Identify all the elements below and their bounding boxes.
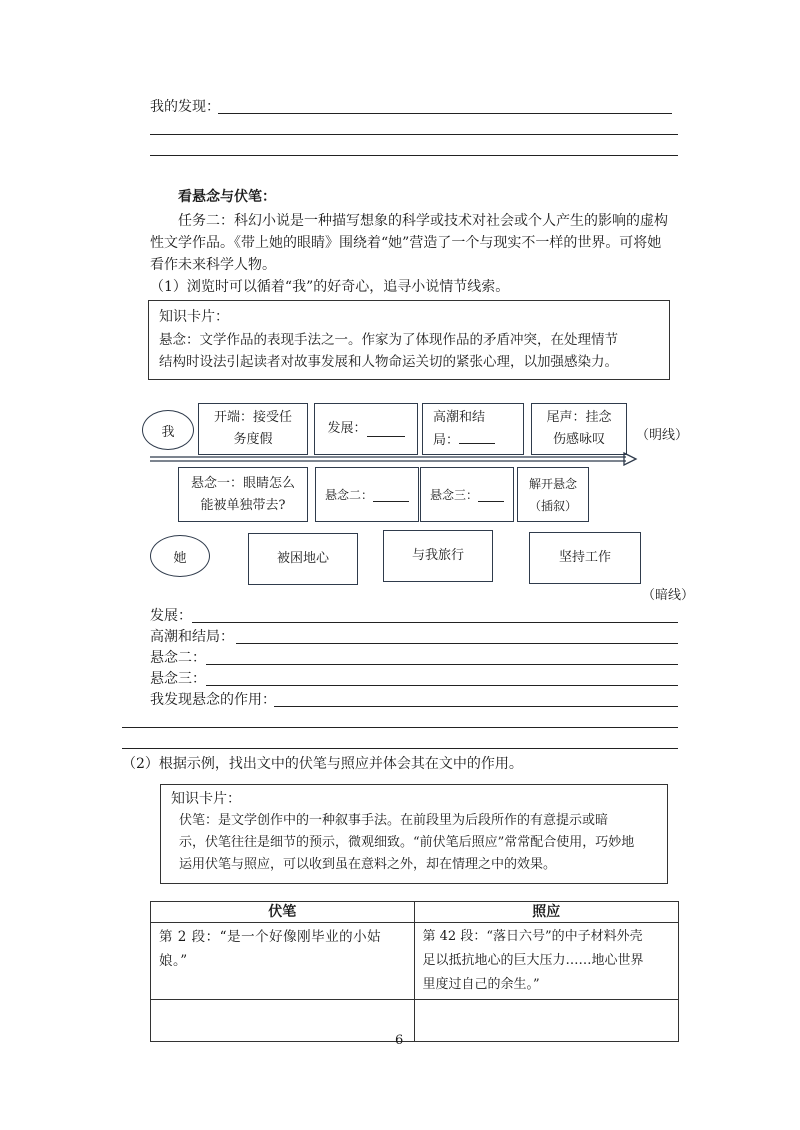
cell-text: 里度过自己的余生。” [422,977,540,992]
box-text: 务度假 [233,432,273,447]
answer-line [122,748,678,749]
table-header-echo: 照应 [414,902,678,923]
question-2: （2）根据示例，找出文中的伏笔与照应并体会其在文中的作用。 [122,756,523,772]
answer-line [206,685,678,686]
card-text-line: 悬念：文学作品的表现手法之一。作家为了体现作品的矛盾冲突，在处理情节 [159,332,618,348]
her-box-trapped [248,533,358,585]
knowledge-card-foreshadowing [160,784,668,884]
box-text: 被困地心 [276,551,329,566]
blank-line [459,429,495,444]
stage-ending-box [531,403,627,455]
table-row [151,1000,679,1042]
table-header-row [151,902,679,923]
cell-text: 足以抵抗地心的巨大压力……地心世界 [422,953,644,968]
timeline-arrow [148,452,638,466]
suspense-1-box [178,467,308,522]
box-text: 尾声：挂念 [546,410,612,425]
blank-line [373,487,409,502]
resolve-suspense-box [517,467,589,522]
stage-climax-box [422,403,524,455]
card-text-line: 示，伏笔往往是细节的预示，微观细致。“前伏笔后照应”常常配合使用，巧妙地 [179,835,635,850]
box-text: 开端：接受任 [213,410,292,425]
her-box-travel [383,530,493,582]
box-text: 能被单独带去? [200,497,286,513]
answer-line [192,622,678,623]
task-text-line: 看作未来科学人物。 [150,257,276,273]
table-cell [151,923,415,1000]
her-ellipse [150,535,210,577]
suspense-2-box [315,467,419,522]
table-row [151,923,679,1000]
dark-line-label: （暗线） [642,588,695,603]
card-title: 知识卡片： [171,791,241,807]
card-text-line: 结构时设法引起读者对故事发展和人物命运关切的紧张心理，以加强感染力。 [159,354,618,370]
box-text: 解开悬念 [528,476,577,491]
cell-text: 第 2 段：“是一个好像刚毕业的小姑 [159,929,382,945]
answer-line [150,134,678,135]
answer-line [122,727,678,728]
her-box-work [529,532,641,584]
foreshadowing-table [150,901,679,1042]
box-text: 悬念一：眼睛怎么 [190,475,295,491]
blank-line [478,487,504,502]
task-text-line: 性文学作品。《带上她的眼睛》围绕着“她”营造了一个与现实不一样的世界。可将她 [150,235,662,251]
bright-line-label: （明线） [636,428,689,443]
box-text: 高潮和结 [433,409,486,425]
box-text: 与我旅行 [411,548,464,563]
fill-label: 我发现悬念的作用： [150,692,276,708]
table-cell [414,923,678,1000]
box-text: 伤感咏叹 [552,432,605,447]
fill-label: 发展： [150,608,192,624]
answer-line [236,643,678,644]
table-cell-empty[interactable] [414,1000,678,1042]
card-title: 知识卡片： [159,309,229,325]
task-text-line: 任务二：科幻小说是一种描写想象的科学或技术对社会或个人产生的影响的虚构 [178,213,668,229]
card-text-line: 伏笔：是文学创作中的一种叙事手法。在前段里为后段所作的有意提示或暗 [179,813,609,828]
me-label: 我 [161,424,175,440]
answer-line [218,113,672,114]
table-cell-empty[interactable] [151,1000,415,1042]
cell-text: 第 42 段：“落日六号”的中子材料外壳 [422,929,643,944]
box-text: 悬念二： [324,487,373,502]
stage-beginning-box [198,403,308,455]
fill-label: 悬念二： [150,650,206,666]
section-heading: 看悬念与伏笔： [178,189,276,205]
answer-line [206,664,678,665]
cell-text: 娘。” [159,953,188,969]
fill-label: 高潮和结局： [150,629,234,645]
question-1: （1）浏览时可以循着“我”的好奇心，追寻小说情节线索。 [150,279,510,295]
discovery-label: 我的发现： [150,99,220,115]
box-text: 悬念三： [429,487,478,502]
box-text: 坚持工作 [558,550,611,565]
blank-line [367,422,405,437]
table-header-foreshadow: 伏笔 [151,902,415,923]
box-text: 发展： [327,421,367,436]
answer-line [274,706,678,707]
fill-label: 悬念三： [150,671,206,687]
stage-development-box [314,403,418,455]
her-label: 她 [173,550,187,566]
card-text-line: 运用伏笔与照应，可以收到虽在意料之外，却在情理之中的效果。 [179,857,557,872]
answer-line [150,155,678,156]
knowledge-card-suspense [148,300,670,380]
box-text: 局： [433,432,460,448]
page-number: 6 [395,1033,404,1048]
box-text: （插叙） [528,498,577,513]
me-ellipse [142,410,194,450]
suspense-3-box [420,467,514,522]
